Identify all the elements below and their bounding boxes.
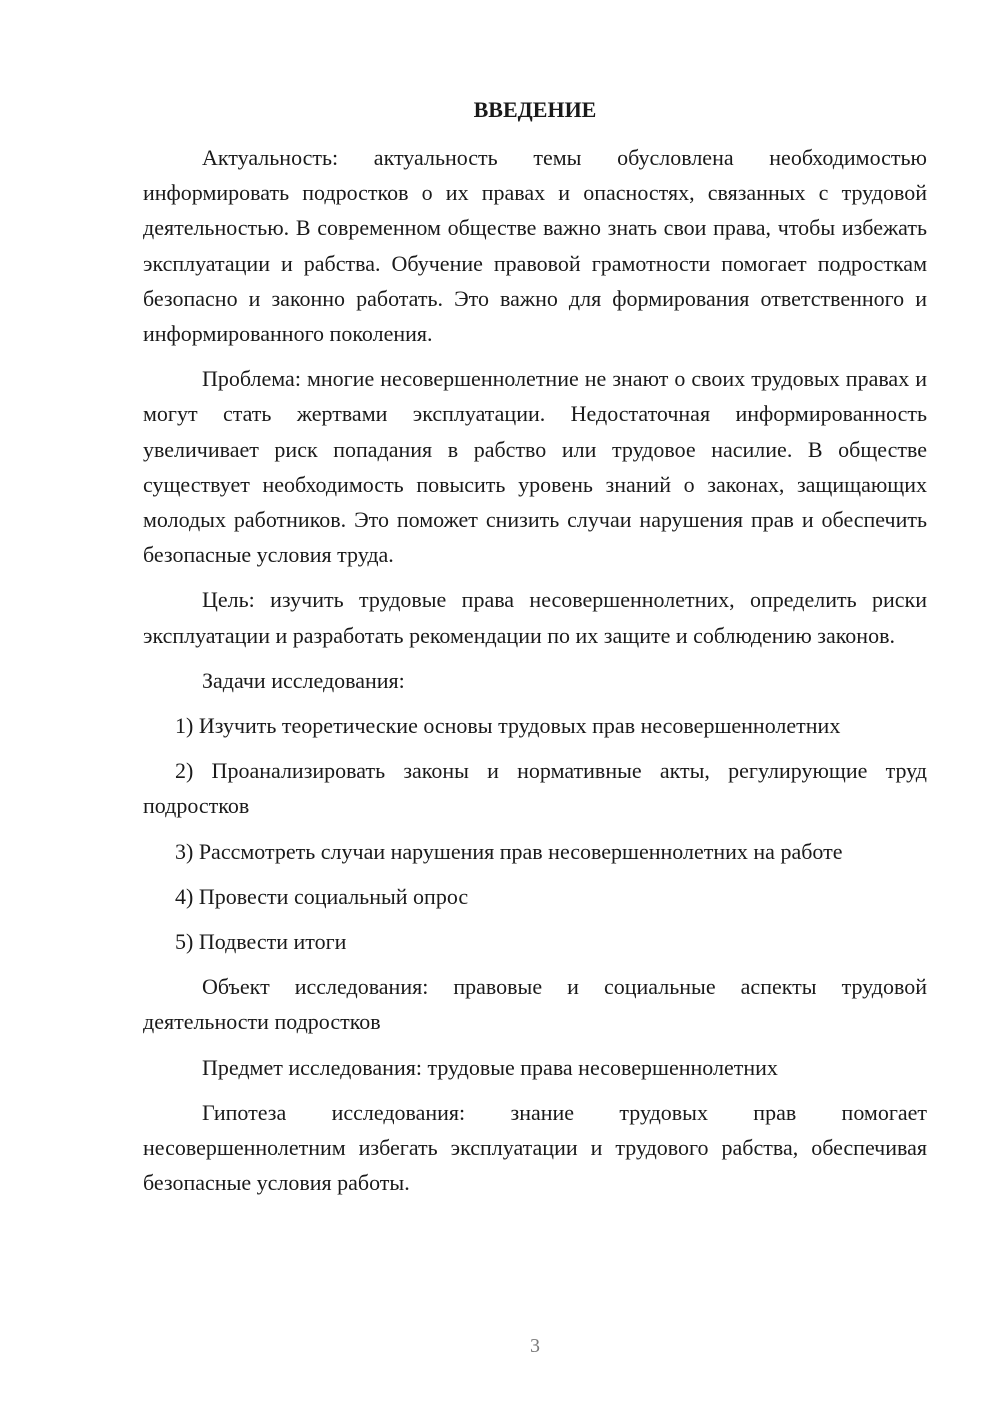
section-heading: ВВЕДЕНИЕ <box>473 97 597 122</box>
paragraph-problem: Проблема: многие несовершеннолетние не знают о своих трудовых правах и могут стать жертвами эксплуатации. Недостаточная информированность увеличивает риск попадания в рабство или трудовое насилие. В обществе существует необходимость повысить уровень знаний о законах, защищающих молодых работников. Это поможет снизить случаи нарушения прав и обеспечить безопасные условия труда. <box>143 366 927 568</box>
task-item-1: 1) Изучить теоретические основы трудовых прав несовершеннолетних <box>175 713 841 739</box>
paragraph-actuality: Актуальность: актуальность темы обусловлена необходимостью информировать подростков о их правах и опасностях, связанных с трудовой деятельностью. В современном обществе важно знать свои права, чтобы избежать эксплуатации и рабства. Обучение правовой грамотности помогает подросткам безопасно и законно работать. Это важно для формирования ответственного и информированного поколения. <box>143 145 927 347</box>
paragraph-tasks-title: Задачи исследования: <box>202 667 405 693</box>
paragraph-hypothesis: Гипотеза исследования: знание трудовых прав помогает несовершеннолетним избегать эксплуатации и трудового рабства, обеспечивая безопасные условия работы. <box>143 1099 927 1196</box>
task-item-4: 4) Провести социальный опрос <box>175 883 469 909</box>
page-content <box>143 90 927 1200</box>
paragraph-object: Объект исследования: правовые и социальные аспекты трудовой деятельности подростков <box>143 974 927 1035</box>
task-item-5: 5) Подвести итоги <box>175 929 347 955</box>
task-item-3: 3) Рассмотреть случаи нарушения прав несовершеннолетних на работе <box>175 838 843 864</box>
paragraph-goal: Цель: изучить трудовые права несовершеннолетних, определить риски эксплуатации и разработать рекомендации по их защите и соблюдению законов. <box>143 587 927 648</box>
task-item-2: 2) Проанализировать законы и нормативные акты, регулирующие труд подростков <box>143 758 927 819</box>
page-number: 3 <box>530 1335 540 1357</box>
paragraph-subject: Предмет исследования: трудовые права несовершеннолетних <box>202 1054 778 1080</box>
